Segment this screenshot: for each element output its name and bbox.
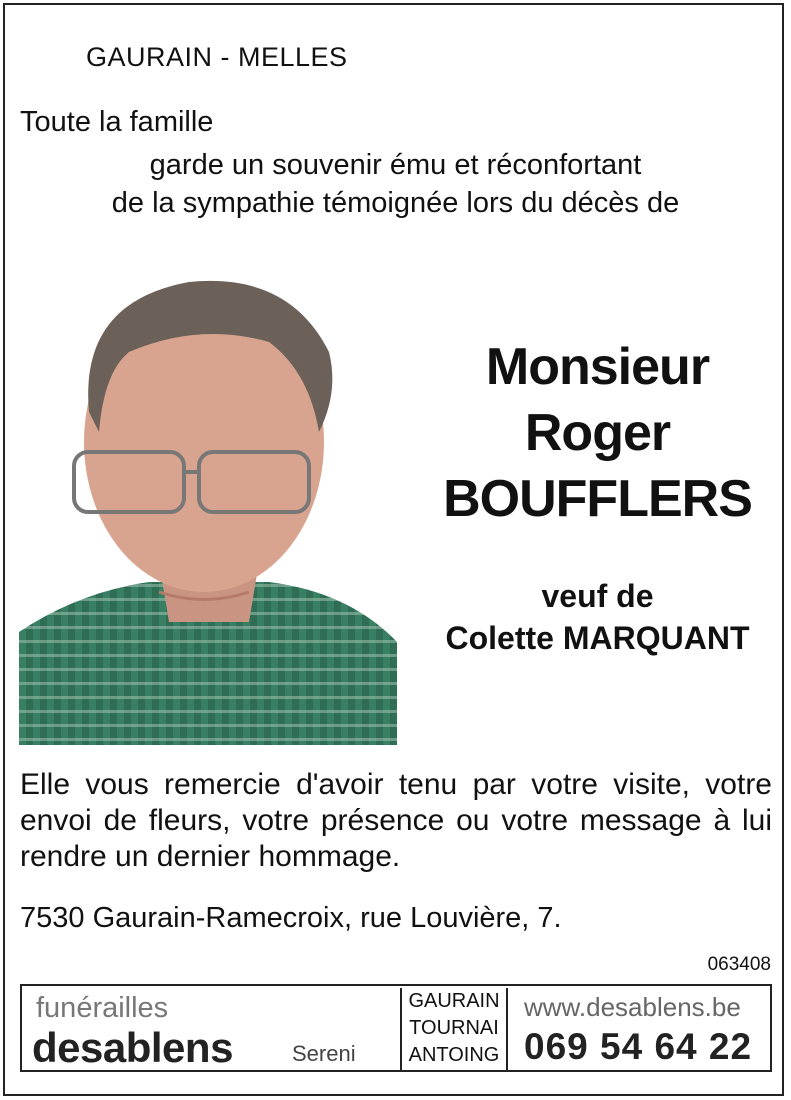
family-address: 7530 Gaurain-Ramecroix, rue Louvière, 7. — [20, 902, 562, 934]
logo-sub: Sereni — [292, 1041, 356, 1066]
town-item: GAURAIN — [408, 990, 500, 1012]
website-link[interactable]: www.desablens.be — [524, 992, 741, 1022]
intro-block — [0, 146, 791, 222]
spouse-block — [420, 575, 775, 659]
deceased-name — [420, 334, 775, 532]
locality-heading: GAURAIN - MELLES — [86, 42, 348, 72]
relation-label: veuf de — [541, 578, 654, 614]
town-item: TOURNAI — [409, 1017, 499, 1039]
intro-line-1: Toute la famille — [20, 106, 214, 138]
portrait-photo — [19, 262, 397, 745]
deceased-last-name: BOUFFLERS — [443, 470, 752, 528]
deceased-first-name: Roger — [524, 404, 671, 462]
phone-number[interactable]: 069 54 64 22 — [524, 1026, 753, 1067]
logo-wordmark: desablens — [32, 1024, 233, 1071]
intro-line-3: de la sympathie témoignée lors du décès de — [111, 187, 680, 219]
logo-tagline: funérailles — [36, 992, 169, 1024]
deceased-title: Monsieur — [485, 338, 710, 396]
reference-number: 063408 — [707, 954, 771, 975]
town-item: ANTOING — [408, 1044, 500, 1066]
spouse-name: Colette MARQUANT — [445, 620, 750, 656]
towns-list — [400, 988, 508, 1070]
funeral-home-banner — [20, 984, 772, 1072]
thanks-paragraph: Elle vous remercie d'avoir tenu par votre visite, votre envoi de fleurs, votre présence ou votre message à lui rendre un dernier hommage. — [20, 768, 772, 873]
intro-line-2: garde un souvenir ému et réconfortant — [149, 149, 642, 181]
